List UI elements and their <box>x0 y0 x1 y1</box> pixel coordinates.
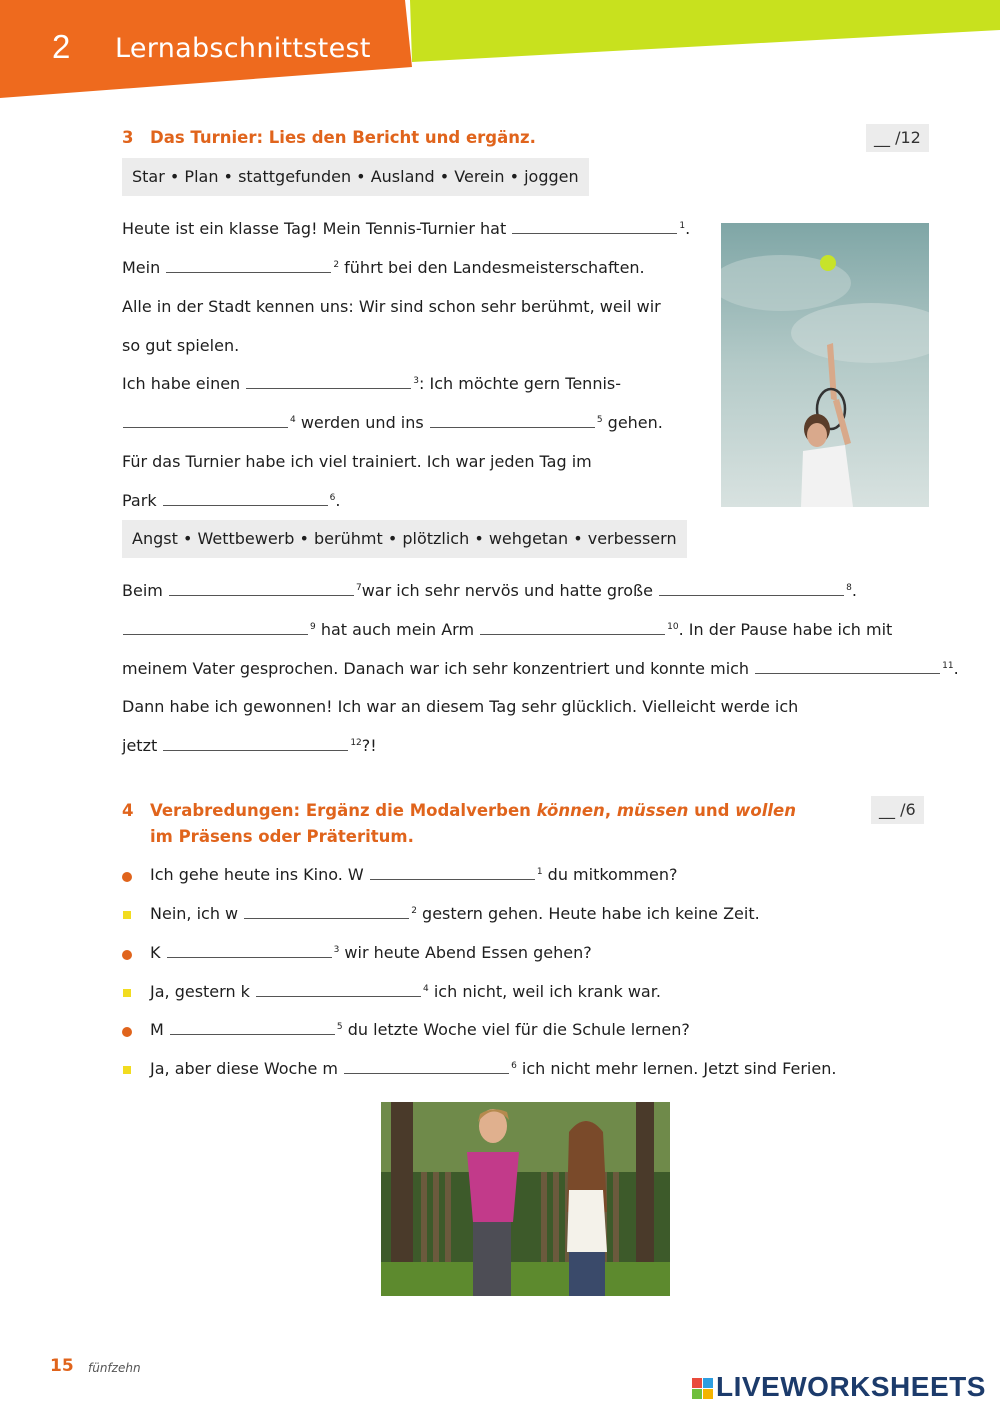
score-box: __ /12 <box>866 124 929 152</box>
gap-input[interactable] <box>256 982 421 997</box>
text-line: Ich habe einen $^3$: Ich möchte gern Tennis- <box>122 374 622 393</box>
word-box: Star • Plan • stattgefunden • Ausland • Verein • joggen <box>122 158 589 196</box>
speaker-b-bullet <box>123 989 131 997</box>
speaker-a-bullet <box>122 1027 132 1037</box>
text-line: Alle in der Stadt kennen uns: Wir sind schon sehr berühmt, weil wir <box>122 297 661 316</box>
exercise-4-heading: 4 Verabredungen: Ergänz die Modalverben können, müssen und wollen im Präsens oder Präteritum. <box>122 798 796 850</box>
dialog-line: Ja, aber diese Woche m $^6$ ich nicht mehr lernen. Jetzt sind Ferien. <box>150 1059 837 1078</box>
gap-input[interactable] <box>167 943 332 958</box>
speaker-a-bullet <box>122 872 132 882</box>
speaker-b-bullet <box>123 1066 131 1074</box>
text-line: Beim $^7$war ich sehr nervös und hatte große $^8$. <box>122 581 857 600</box>
gap-input[interactable] <box>166 258 331 273</box>
text-line: Mein $^2$ führt bei den Landesmeisterschaften. <box>122 258 645 277</box>
gap-input[interactable] <box>169 581 354 596</box>
dialog-line: M $^5$ du letzte Woche viel für die Schule lernen? <box>150 1020 690 1039</box>
text-line: $^9$ hat auch mein Arm $^{10}$. In der Pause habe ich mit <box>122 620 892 639</box>
gap-input[interactable] <box>430 413 595 428</box>
tennis-player-photo <box>721 223 929 507</box>
text-line: so gut spielen. <box>122 336 240 355</box>
text-line: Für das Turnier habe ich viel trainiert. Ich war jeden Tag im <box>122 452 592 471</box>
modal-verb: müssen <box>616 801 689 820</box>
gap-input[interactable] <box>480 620 665 635</box>
text-line: Park $^6$. <box>122 491 341 510</box>
speaker-a-bullet <box>122 950 132 960</box>
speaker-b-bullet <box>123 911 131 919</box>
exercise-number: 4 <box>122 801 134 820</box>
page-number: 15 <box>50 1356 74 1376</box>
gap-input[interactable] <box>344 1059 509 1074</box>
modal-verb: wollen <box>735 801 796 820</box>
gap-input[interactable] <box>123 620 308 635</box>
dialog-line: K $^3$ wir heute Abend Essen gehen? <box>150 943 592 962</box>
dialog-line: Nein, ich w $^2$ gestern gehen. Heute habe ich keine Zeit. <box>150 904 760 923</box>
score-box: __ /6 <box>871 796 924 824</box>
exercise-3-heading <box>122 125 536 151</box>
gap-input[interactable] <box>659 581 844 596</box>
gap-input[interactable] <box>246 374 411 389</box>
text-line: Heute ist ein klasse Tag! Mein Tennis-Turnier hat $^1$. <box>122 219 691 238</box>
liveworksheets-logo-text: LIVEWORKSHEETS <box>716 1371 986 1402</box>
dialog-line: Ich gehe heute ins Kino. W $^1$ du mitkommen? <box>150 865 678 884</box>
modal-verb: können <box>536 801 605 820</box>
dialog-line: Ja, gestern k $^4$ ich nicht, weil ich krank war. <box>150 982 661 1001</box>
word-box: Angst • Wettbewerb • berühmt • plötzlich • wehgetan • verbessern <box>122 520 687 558</box>
text-line: meinem Vater gesprochen. Danach war ich sehr konzentriert und konnte mich $^{11}$. <box>122 659 959 678</box>
gap-input[interactable] <box>512 219 677 234</box>
gap-input[interactable] <box>170 1020 335 1035</box>
gap-input[interactable] <box>163 491 328 506</box>
chapter-title: Lernabschnittstest <box>115 33 371 64</box>
gap-input[interactable] <box>755 659 940 674</box>
gap-input[interactable] <box>244 904 409 919</box>
gap-input[interactable] <box>163 736 348 751</box>
text-line: Dann habe ich gewonnen! Ich war an diesem Tag sehr glücklich. Vielleicht werde ich <box>122 697 799 716</box>
liveworksheets-logo-icon <box>692 1372 714 1406</box>
text-line: jetzt $^{12}$?! <box>122 736 377 755</box>
chapter-number: 2 <box>52 28 71 65</box>
page-word: fünfzehn <box>88 1361 141 1375</box>
text-line: $^4$ werden und ins $^5$ gehen. <box>122 413 663 432</box>
teenagers-photo <box>381 1102 670 1296</box>
gap-input[interactable] <box>370 865 535 880</box>
gap-input[interactable] <box>123 413 288 428</box>
exercise-number: 3 <box>122 128 134 147</box>
exercise-title: Das Turnier: Lies den Bericht und ergänz. <box>150 128 536 147</box>
